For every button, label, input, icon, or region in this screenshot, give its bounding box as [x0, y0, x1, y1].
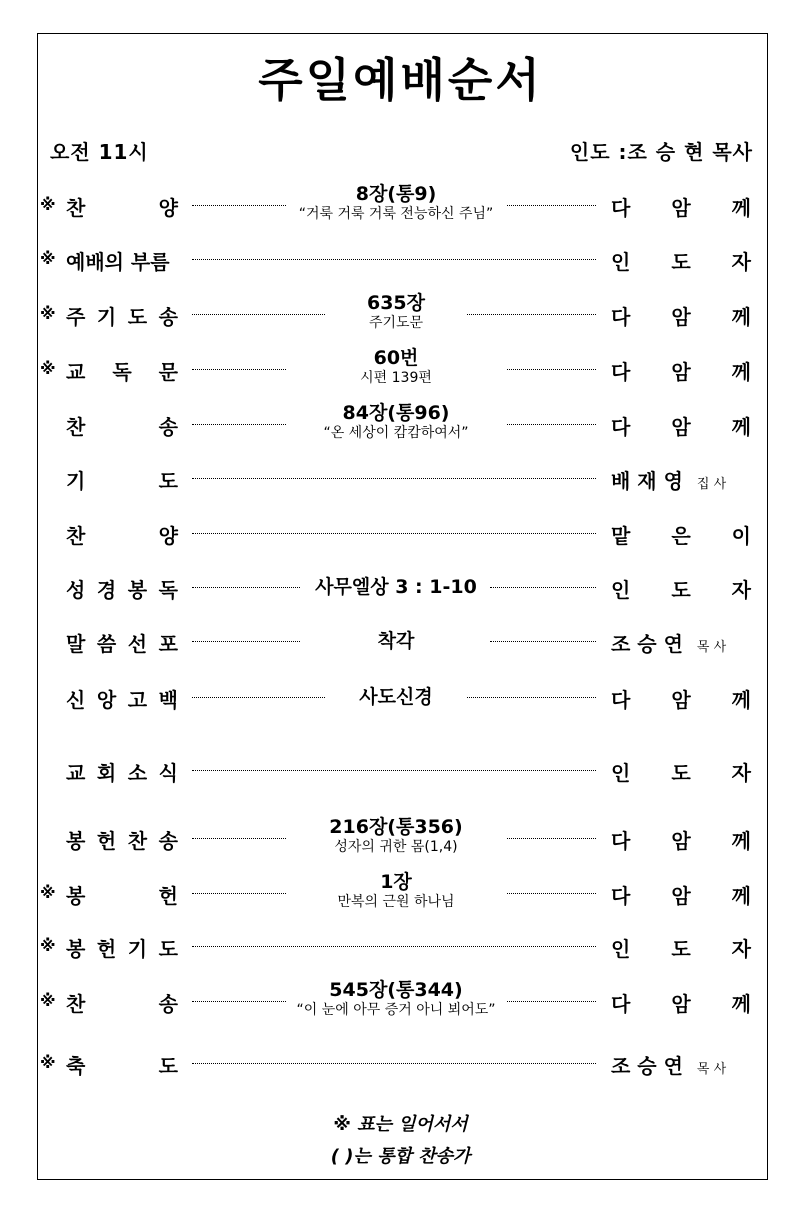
- standing-mark: ※: [40, 1053, 56, 1072]
- order-item-name-char: 도: [158, 469, 178, 493]
- responsible-char: 다: [611, 688, 631, 712]
- order-item-name: [66, 1050, 178, 1079]
- order-item-responsible: [611, 825, 751, 854]
- responsible-char: 암: [671, 884, 691, 908]
- order-item-detail: [256, 630, 536, 652]
- order-item-name-char: 소: [127, 761, 148, 785]
- order-item-name-char: 찬: [66, 196, 86, 220]
- order-item-name: [66, 356, 178, 385]
- order-item-name-char: 주: [66, 305, 86, 329]
- order-item-name-char: 찬: [66, 415, 86, 439]
- order-item-responsible: [611, 757, 751, 786]
- responsible-char: 도: [671, 761, 691, 785]
- order-item-name-char: 회: [96, 761, 117, 785]
- dotted-leader: [192, 478, 596, 479]
- order-item-name-char: 찬: [127, 829, 148, 853]
- order-item-name: [66, 825, 178, 854]
- order-item-name-char: 도: [158, 937, 178, 961]
- order-item-name-char: 기: [96, 305, 117, 329]
- order-item-responsible: [611, 246, 751, 275]
- footer-note-standing: ※ 표는 일어서서: [333, 1114, 468, 1135]
- order-item-name: [66, 574, 178, 603]
- order-item-name-char: 헌: [96, 937, 117, 961]
- responsible-char: 암: [671, 415, 691, 439]
- order-item-sub: “거룩 거룩 거룩 전능하신 주님”: [298, 206, 494, 222]
- responsible-char: 맡: [611, 524, 631, 548]
- order-item-sub: 시편 139편: [360, 370, 432, 386]
- order-item-name-char: 봉: [66, 884, 86, 908]
- order-item-main: 84장(통96): [342, 402, 450, 424]
- order-item-name-char: 기: [127, 937, 148, 961]
- service-time: 오전 11시: [50, 140, 149, 164]
- order-item-name-char: 봉: [127, 578, 148, 602]
- order-item-name-char: 양: [158, 524, 178, 548]
- responsible-char: 께: [731, 884, 751, 908]
- order-item-main: 사무엘상 3 : 1-10: [315, 576, 477, 598]
- responsible-char: 은: [671, 524, 691, 548]
- order-item-name: [66, 411, 178, 440]
- service-leader: 인도 :조 승 현 목사: [569, 140, 753, 164]
- order-item-name-char: 독: [112, 360, 132, 384]
- order-item-name: [66, 192, 178, 221]
- order-item-name-char: 독: [158, 578, 178, 602]
- order-item-responsible: [611, 628, 734, 657]
- responsible-char: 암: [671, 305, 691, 329]
- responsible-char: 다: [611, 992, 631, 1016]
- responsible-title: 목 사: [696, 1062, 727, 1077]
- order-item-name-char: 송: [158, 829, 178, 853]
- order-item-main: 8장(통9): [355, 183, 437, 205]
- order-item-main: 545장(통344): [329, 979, 463, 1001]
- order-item-name: [66, 465, 178, 494]
- order-item-main: 사도신경: [359, 686, 433, 708]
- order-item-responsible: [611, 1050, 734, 1079]
- dotted-leader: [192, 946, 596, 947]
- order-item-name-char: 성: [66, 578, 86, 602]
- responsible-title: 집 사: [696, 477, 727, 492]
- responsible-char: 도: [671, 937, 691, 961]
- responsible-name: 조 승 연: [611, 632, 683, 656]
- order-item-detail: [256, 871, 536, 911]
- responsible-char: 다: [611, 829, 631, 853]
- order-item-responsible: [611, 880, 751, 909]
- responsible-char: 인: [611, 761, 631, 785]
- order-item-name-char: 봉: [66, 937, 86, 961]
- responsible-char: 자: [731, 761, 751, 785]
- order-item-name: [66, 880, 178, 909]
- order-item-name-char: 문: [158, 360, 178, 384]
- standing-mark: ※: [40, 883, 56, 902]
- order-item-name: [66, 246, 178, 275]
- order-item-sub: “이 눈에 아무 증거 아니 뵈어도”: [296, 1002, 496, 1018]
- order-item-name-char: 앙: [96, 688, 117, 712]
- responsible-char: 께: [731, 829, 751, 853]
- responsible-char: 암: [671, 829, 691, 853]
- responsible-char: 다: [611, 360, 631, 384]
- order-item-responsible: [611, 933, 751, 962]
- order-item-detail: [256, 576, 536, 598]
- dotted-leader: [192, 770, 596, 771]
- responsible-char: 다: [611, 415, 631, 439]
- responsible-char: 인: [611, 250, 631, 274]
- standing-mark: ※: [40, 936, 56, 955]
- order-item-responsible: [611, 192, 751, 221]
- responsible-char: 이: [731, 524, 751, 548]
- order-item-name-char: 도: [127, 305, 148, 329]
- order-item-responsible: [611, 356, 751, 385]
- responsible-char: 자: [731, 578, 751, 602]
- order-item-name: [66, 933, 178, 962]
- order-item-responsible: [611, 520, 751, 549]
- order-item-name-char: 송: [158, 992, 178, 1016]
- responsible-char: 께: [731, 415, 751, 439]
- responsible-char: 암: [671, 360, 691, 384]
- responsible-char: 암: [671, 992, 691, 1016]
- order-item-detail: [256, 402, 536, 442]
- dotted-leader: [192, 259, 596, 260]
- order-item-responsible: [611, 411, 751, 440]
- responsible-char: 다: [611, 196, 631, 220]
- order-item-detail: [256, 347, 536, 387]
- responsible-char: 다: [611, 305, 631, 329]
- order-item-detail: [256, 686, 536, 708]
- responsible-char: 도: [671, 578, 691, 602]
- order-item-name-char: 선: [127, 632, 148, 656]
- order-item-sub: 만복의 근원 하나님: [337, 894, 455, 910]
- dotted-leader: [192, 533, 596, 534]
- order-item-sub: 주기도문: [368, 315, 424, 331]
- order-item-responsible: [611, 684, 751, 713]
- responsible-char: 자: [731, 250, 751, 274]
- order-item-name-char: 헌: [96, 829, 117, 853]
- standing-mark: ※: [40, 991, 56, 1010]
- order-item-name-char: 도: [158, 1054, 178, 1078]
- order-item-name-char: 기: [66, 469, 86, 493]
- responsible-char: 다: [611, 884, 631, 908]
- responsible-char: 자: [731, 937, 751, 961]
- order-item-name: [66, 628, 178, 657]
- order-item-name: [66, 301, 178, 330]
- dotted-leader: [192, 1063, 596, 1064]
- responsible-char: 도: [671, 250, 691, 274]
- responsible-char: 께: [731, 196, 751, 220]
- order-item-name-char: 식: [158, 761, 178, 785]
- order-item-detail: [256, 292, 536, 332]
- order-item-name-char: 교: [66, 761, 86, 785]
- order-item-name-char: 백: [158, 688, 178, 712]
- order-item-name-char: 씀: [96, 632, 117, 656]
- order-item-name-char: 예배의 부름: [66, 250, 170, 274]
- order-item-main: 216장(통356): [329, 816, 463, 838]
- responsible-char: 께: [731, 688, 751, 712]
- order-item-name: [66, 520, 178, 549]
- responsible-char: 인: [611, 937, 631, 961]
- order-item-detail: [256, 183, 536, 223]
- order-item-name-char: 교: [66, 360, 86, 384]
- standing-mark: ※: [40, 249, 56, 268]
- order-item-name-char: 경: [96, 578, 117, 602]
- order-item-name-char: 고: [127, 688, 148, 712]
- responsible-name: 조 승 연: [611, 1054, 683, 1078]
- order-item-detail: [256, 816, 536, 856]
- order-item-name-char: 축: [66, 1054, 86, 1078]
- order-item-name-char: 신: [66, 688, 86, 712]
- responsible-name: 배 재 영: [611, 469, 683, 493]
- order-item-sub: “온 세상이 캄캄하여서”: [323, 425, 469, 441]
- order-item-name-char: 찬: [66, 992, 86, 1016]
- order-item-sub: 성자의 귀한 몸(1,4): [334, 839, 458, 855]
- order-item-name-char: 양: [158, 196, 178, 220]
- order-item-responsible: [611, 301, 751, 330]
- order-item-main: 1장: [380, 871, 412, 893]
- responsible-char: 인: [611, 578, 631, 602]
- order-item-name-char: 봉: [66, 829, 86, 853]
- responsible-char: 께: [731, 360, 751, 384]
- order-item-name-char: 말: [66, 632, 86, 656]
- standing-mark: ※: [40, 359, 56, 378]
- standing-mark: ※: [40, 304, 56, 323]
- order-item-detail: [256, 979, 536, 1019]
- order-item-name-char: 송: [158, 305, 178, 329]
- responsible-char: 께: [731, 305, 751, 329]
- order-item-responsible: [611, 988, 751, 1017]
- order-item-name: [66, 988, 178, 1017]
- order-item-name-char: 송: [158, 415, 178, 439]
- order-item-name-char: 찬: [66, 524, 86, 548]
- order-item-name: [66, 757, 178, 786]
- responsible-char: 암: [671, 688, 691, 712]
- responsible-title: 목 사: [696, 640, 727, 655]
- responsible-char: 암: [671, 196, 691, 220]
- page-title: 주일예배순서: [258, 53, 543, 107]
- standing-mark: ※: [40, 195, 56, 214]
- order-item-main: 635장: [366, 292, 425, 314]
- order-item-name-char: 포: [158, 632, 178, 656]
- order-item-name-char: 헌: [158, 884, 178, 908]
- order-item-name: [66, 684, 178, 713]
- order-item-responsible: [611, 465, 734, 494]
- order-item-responsible: [611, 574, 751, 603]
- order-item-main: 60번: [373, 347, 419, 369]
- footer-note-hymnal: ( )는 통합 찬송가: [330, 1146, 471, 1167]
- responsible-char: 께: [731, 992, 751, 1016]
- order-item-main: 착각: [377, 630, 415, 652]
